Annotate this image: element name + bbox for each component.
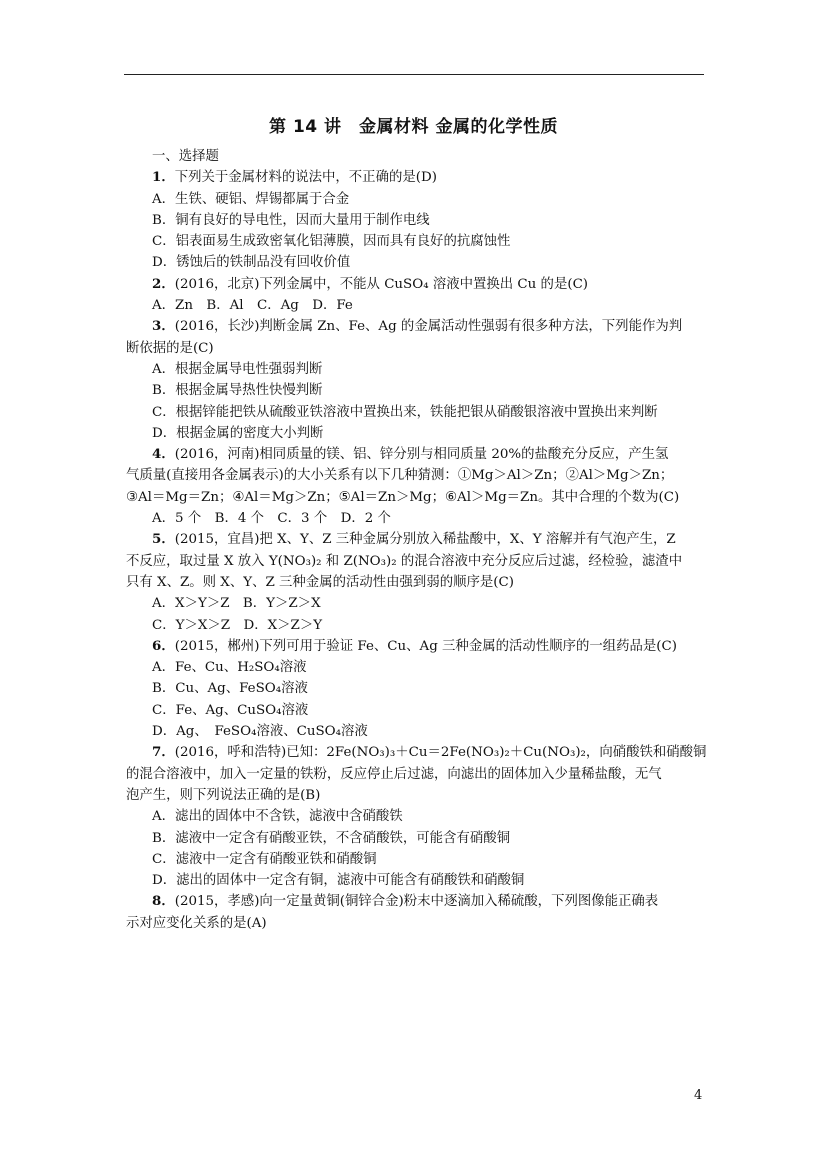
answer-option: A．滤出的固体中不含铁，滤液中含硝酸铁 bbox=[152, 809, 403, 825]
question-stem-text: 的混合溶液中，加入一定量的铁粉，反应停止后过滤，向滤出的固体加入少量稀盐酸，无气 bbox=[126, 766, 662, 782]
answer-option: C．铝表面易生成致密氧化铝薄膜，因而具有良好的抗腐蚀性 bbox=[152, 234, 511, 250]
question-stem-text: (2015，孝感)向一定量黄铜(铜锌合金)粉末中逐滴加入稀硫酸，下列图像能正确表 bbox=[174, 894, 659, 910]
question-stem-text: 断依据的是(C) bbox=[126, 340, 214, 356]
question-stem-line bbox=[152, 167, 707, 188]
question-list bbox=[126, 146, 707, 934]
question-7 bbox=[126, 742, 707, 891]
question-number: 4． bbox=[152, 446, 175, 463]
answer-option: A．Zn B．Al C．Ag D．Fe bbox=[152, 298, 353, 314]
page-title: 第 14 讲 金属材料 金属的化学性质 bbox=[269, 117, 558, 137]
question-stem-line bbox=[152, 742, 707, 763]
question-number: 7． bbox=[152, 744, 175, 761]
answer-option: D．滤出的固体中一定含有铜，滤液中可能含有硝酸铁和硝酸铜 bbox=[152, 873, 525, 889]
answer-option: C．滤液中一定含有硝酸亚铁和硝酸铜 bbox=[152, 851, 377, 867]
answer-option: D．根据金属的密度大小判断 bbox=[152, 425, 324, 441]
question-stem-line bbox=[152, 891, 707, 912]
question-5 bbox=[126, 529, 707, 635]
answer-option: A．根据金属导电性强弱判断 bbox=[152, 361, 323, 377]
question-8 bbox=[126, 891, 707, 934]
question-stem-text: (2015，宜昌)把 X、Y、Z 三种金属分别放入稀盐酸中，X、Y 溶解并有气泡产生，Z bbox=[174, 532, 676, 548]
question-number: 6． bbox=[152, 637, 175, 654]
answer-option: B．铜有良好的导电性，因而大量用于制作电线 bbox=[152, 212, 430, 228]
question-stem-text: (2016，呼和浩特)已知：2Fe(NO₃)₃＋Cu＝2Fe(NO₃)₂＋Cu(NO₃)₂，向硝酸铁和硝酸铜 bbox=[174, 745, 707, 761]
answer-option: C．Fe、Ag、CuSO₄溶液 bbox=[152, 702, 309, 718]
question-number: 1． bbox=[152, 169, 175, 186]
question-stem-line bbox=[152, 529, 707, 550]
section-heading: 一、选择题 bbox=[152, 149, 219, 164]
question-stem-line bbox=[152, 636, 707, 657]
question-stem-text: (2016，河南)相同质量的镁、铝、锌分别与相同质量 20%的盐酸充分反应，产生氢 bbox=[174, 447, 669, 463]
question-stem-text: (2015，郴州)下列可用于验证 Fe、Cu、Ag 三种金属的活动性顺序的一组药品是(C) bbox=[174, 638, 677, 654]
question-4 bbox=[126, 444, 707, 529]
question-stem-text: (2016，北京)下列金属中，不能从 CuSO₄ 溶液中置换出 Cu 的是(C) bbox=[174, 276, 589, 292]
question-stem-text: 下列关于金属材料的说法中，不正确的是(D) bbox=[174, 170, 437, 186]
question-stem-line bbox=[152, 444, 707, 465]
question-stem-line bbox=[126, 764, 707, 785]
page-number: 4 bbox=[694, 1088, 703, 1103]
question-3 bbox=[126, 316, 707, 444]
question-stem-text: 示对应变化关系的是(A) bbox=[126, 915, 267, 931]
question-stem-line bbox=[126, 572, 707, 593]
question-stem-text: 不反应，取过量 X 放入 Y(NO₃)₂ 和 Z(NO₃)₂ 的混合溶液中充分反应后过滤，经检验，滤渣中 bbox=[126, 553, 683, 569]
answer-option: A．5 个 B．4 个 C．3 个 D．2 个 bbox=[152, 511, 391, 527]
question-stem-line bbox=[126, 465, 707, 486]
header-rule bbox=[124, 74, 704, 75]
question-number: 3． bbox=[152, 318, 175, 335]
question-number: 2． bbox=[152, 275, 175, 292]
answer-option: B．滤液中一定含有硝酸亚铁，不含硝酸铁，可能含有硝酸铜 bbox=[152, 830, 510, 846]
answer-option: C．Y＞X＞Z D．X＞Z＞Y bbox=[152, 617, 323, 633]
question-stem-line bbox=[152, 274, 707, 295]
answer-option: A．X＞Y＞Z B．Y＞Z＞X bbox=[152, 596, 321, 612]
answer-option: D．Ag、 FeSO₄溶液、CuSO₄溶液 bbox=[152, 724, 368, 740]
question-stem-text: 气质量(直接用各金属表示)的大小关系有以下几种猜测：①Mg＞Al＞Zn；②Al＞Mg＞Zn； bbox=[126, 468, 674, 484]
answer-option: B．Cu、Ag、FeSO₄溶液 bbox=[152, 681, 308, 697]
question-number: 8． bbox=[152, 893, 175, 910]
question-stem-line bbox=[126, 913, 707, 934]
question-stem-text: (2016，长沙)判断金属 Zn、Fe、Ag 的金属活动性强弱有很多种方法，下列能作为判 bbox=[174, 319, 683, 335]
question-stem-line bbox=[126, 338, 707, 359]
answer-option: A．Fe、Cu、H₂SO₄溶液 bbox=[152, 660, 307, 676]
question-stem-text: ③Al＝Mg＝Zn；④Al＝Mg＞Zn；⑤Al＝Zn＞Mg；⑥Al＞Mg＝Zn。其中合理的个数为(C) bbox=[126, 489, 680, 505]
answer-option: A．生铁、硬铝、焊锡都属于合金 bbox=[152, 191, 350, 207]
question-stem-line bbox=[126, 487, 707, 508]
answer-option: B．根据金属导热性快慢判断 bbox=[152, 383, 323, 399]
answer-option: D．锈蚀后的铁制品没有回收价值 bbox=[152, 255, 351, 271]
question-stem-line bbox=[126, 551, 707, 572]
question-stem-text: 泡产生，则下列说法正确的是(B) bbox=[126, 787, 321, 803]
question-stem-line bbox=[152, 316, 707, 337]
question-stem-line bbox=[126, 785, 707, 806]
question-2 bbox=[152, 274, 707, 317]
question-1 bbox=[152, 167, 707, 273]
question-number: 5． bbox=[152, 531, 175, 548]
questions bbox=[126, 167, 707, 934]
answer-option: C．根据锌能把铁从硫酸亚铁溶液中置换出来，铁能把银从硝酸银溶液中置换出来判断 bbox=[152, 404, 658, 420]
question-stem-text: 只有 X、Z。则 X、Y、Z 三种金属的活动性由强到弱的顺序是(C) bbox=[126, 574, 514, 590]
question-6 bbox=[152, 636, 707, 742]
